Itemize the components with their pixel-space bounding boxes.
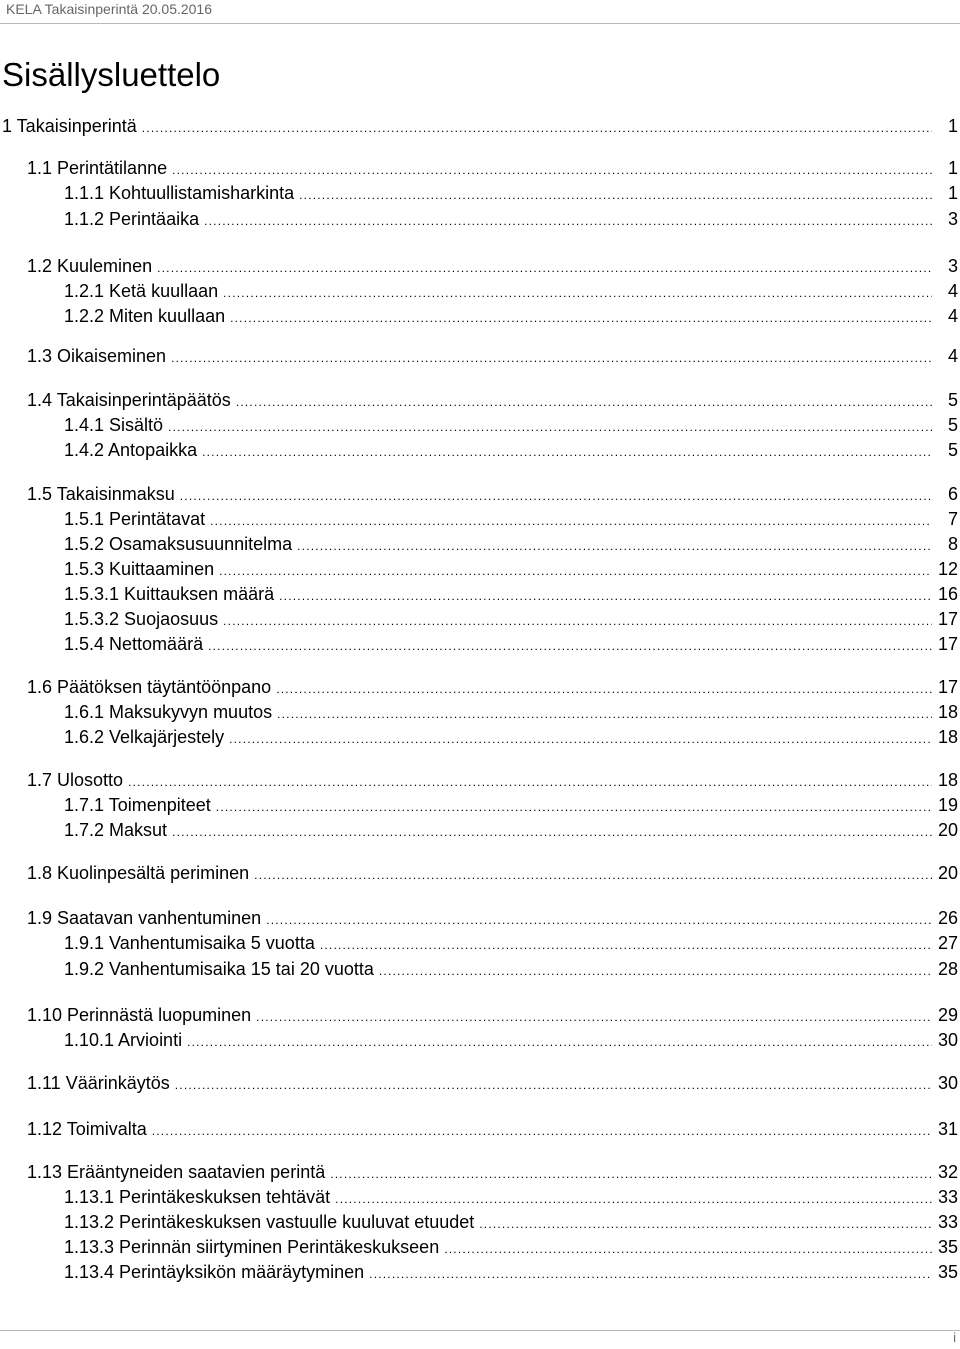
toc-dot-leader <box>142 117 932 139</box>
toc-dot-leader <box>152 1120 932 1142</box>
toc-entry[interactable] <box>64 1029 958 1053</box>
toc-entry-page: 8 <box>947 534 958 554</box>
toc-entry-label: 1.4 Takaisinperintäpäätös <box>27 390 231 410</box>
toc-entry[interactable] <box>64 583 958 607</box>
toc-dot-leader <box>223 282 932 304</box>
toc-dot-leader <box>180 485 932 507</box>
toc-entry-label: 1.11 Väärinkäytös <box>27 1073 170 1093</box>
toc-entry[interactable] <box>64 1186 958 1210</box>
toc-dot-leader <box>299 184 932 206</box>
toc-entry-page: 17 <box>937 634 958 654</box>
toc-entry[interactable] <box>27 769 958 793</box>
toc-entry-label: 1.13 Erääntyneiden saatavien perintä <box>27 1162 326 1182</box>
toc-dot-leader <box>172 159 932 181</box>
toc-entry[interactable] <box>64 1236 958 1260</box>
toc-entry-label: 1.7.2 Maksut <box>64 820 168 840</box>
toc-entry[interactable] <box>64 558 958 582</box>
toc-entry[interactable] <box>64 182 958 206</box>
toc-entry-label: 1.1 Perintätilanne <box>27 158 168 178</box>
toc-dot-leader <box>379 960 932 982</box>
toc-entry[interactable] <box>64 508 958 532</box>
toc-entry[interactable] <box>64 794 958 818</box>
toc-entry-page: 12 <box>937 559 958 579</box>
toc-entry-label: 1.13.1 Perintäkeskuksen tehtävät <box>64 1187 331 1207</box>
toc-entry-page: 27 <box>937 933 958 953</box>
toc-entry-label: 1.6.1 Maksukyvyn muutos <box>64 702 273 722</box>
toc-dot-leader <box>276 678 932 700</box>
toc-entry-label: 1.9.1 Vanhentumisaika 5 vuotta <box>64 933 315 953</box>
toc-entry-label: 1.6.2 Velkajärjestely <box>64 727 225 747</box>
toc-dot-leader <box>444 1238 932 1260</box>
toc-entry[interactable] <box>64 533 958 557</box>
toc-dot-leader <box>208 635 932 657</box>
toc-entry-label: 1.3 Oikaiseminen <box>27 346 167 366</box>
toc-entry-page: 16 <box>937 584 958 604</box>
toc-entry-label: 1.6 Päätöksen täytäntöönpano <box>27 677 272 697</box>
toc-dot-leader <box>297 535 932 557</box>
toc-entry-label: 1.9.2 Vanhentumisaika 15 tai 20 vuotta <box>64 959 374 979</box>
toc-dot-leader <box>187 1031 932 1053</box>
toc-entry[interactable] <box>64 932 958 956</box>
toc-entry-page: 7 <box>947 509 958 529</box>
toc-dot-leader <box>266 909 932 931</box>
toc-entry[interactable] <box>27 1161 958 1185</box>
toc-entry-page: 26 <box>937 908 958 928</box>
toc-dot-leader <box>216 796 932 818</box>
toc-entry-page: 4 <box>947 306 958 326</box>
toc-dot-leader <box>230 307 932 329</box>
toc-entry-label: 1.9 Saatavan vanhentuminen <box>27 908 262 928</box>
toc-entry[interactable] <box>64 608 958 632</box>
toc-entry-label: 1.7.1 Toimenpiteet <box>64 795 211 815</box>
toc-entry-page: 19 <box>937 795 958 815</box>
toc-entry-page: 32 <box>937 1162 958 1182</box>
toc-entry-page: 17 <box>937 677 958 697</box>
toc-entry-page: 29 <box>937 1005 958 1025</box>
toc-entry-label: 1.2.1 Ketä kuullaan <box>64 281 219 301</box>
toc-entry[interactable] <box>2 115 958 139</box>
toc-entry-page: 3 <box>947 209 958 229</box>
toc-entry-page: 31 <box>937 1119 958 1139</box>
toc-entry-label: 1.4.2 Antopaikka <box>64 440 198 460</box>
page-title: Sisällysluettelo <box>2 56 221 93</box>
running-header: KELA Takaisinperintä 20.05.2016 <box>6 1 213 17</box>
toc-entry[interactable] <box>64 726 958 750</box>
toc-dot-leader <box>256 1006 932 1028</box>
toc-dot-leader <box>204 210 932 232</box>
toc-entry-page: 5 <box>947 415 958 435</box>
toc-entry[interactable] <box>64 1261 958 1285</box>
toc-entry-label: 1.5.2 Osamaksusuunnitelma <box>64 534 293 554</box>
toc-entry-label: 1.1.1 Kohtuullistamisharkinta <box>64 183 295 203</box>
toc-entry[interactable] <box>27 1072 958 1096</box>
toc-entry[interactable] <box>64 280 958 304</box>
toc-entry-page: 1 <box>947 158 958 178</box>
toc-entry-label: 1.13.2 Perintäkeskuksen vastuulle kuuluvat etuudet <box>64 1212 475 1232</box>
toc-entry[interactable] <box>27 1118 958 1142</box>
toc-entry-label: 1.5.3.1 Kuittauksen määrä <box>64 584 275 604</box>
toc-entry-page: 17 <box>937 609 958 629</box>
toc-dot-leader <box>335 1188 932 1210</box>
toc-entry-page: 4 <box>947 281 958 301</box>
toc-entry-page: 35 <box>937 1237 958 1257</box>
toc-entry-page: 35 <box>937 1262 958 1282</box>
toc-entry[interactable] <box>64 414 958 438</box>
toc-entry-label: 1.7 Ulosotto <box>27 770 124 790</box>
toc-entry[interactable] <box>27 676 958 700</box>
toc-entry-page: 28 <box>937 959 958 979</box>
toc-entry-page: 3 <box>947 256 958 276</box>
footer-rule <box>0 1330 960 1331</box>
toc-entry[interactable] <box>27 862 958 886</box>
toc-dot-leader <box>172 821 932 843</box>
toc-dot-leader <box>128 771 932 793</box>
toc-entry[interactable] <box>64 305 958 329</box>
toc-entry-page: 18 <box>937 770 958 790</box>
toc-dot-leader <box>171 347 932 369</box>
toc-dot-leader <box>219 560 932 582</box>
footer-page-number: i <box>953 1330 956 1345</box>
toc-entry[interactable] <box>64 208 958 232</box>
toc-dot-leader <box>320 934 932 956</box>
toc-entry-page: 33 <box>937 1187 958 1207</box>
toc-dot-leader <box>277 703 932 725</box>
toc-entry[interactable] <box>27 907 958 931</box>
toc-entry[interactable] <box>64 958 958 982</box>
toc-entry-page: 18 <box>937 727 958 747</box>
toc-entry-page: 18 <box>937 702 958 722</box>
toc-entry-label: 1.5.4 Nettomäärä <box>64 634 204 654</box>
toc-entry[interactable] <box>27 157 958 181</box>
toc-dot-leader <box>279 585 932 607</box>
toc-dot-leader <box>223 610 932 632</box>
toc-entry-label: 1.12 Toimivalta <box>27 1119 147 1139</box>
toc-entry-page: 30 <box>937 1073 958 1093</box>
toc-entry[interactable] <box>27 483 958 507</box>
toc-entry-label: 1.10 Perinnästä luopuminen <box>27 1005 252 1025</box>
toc-entry-label: 1.2.2 Miten kuullaan <box>64 306 226 326</box>
toc-entry-label: 1.5.3.2 Suojaosuus <box>64 609 219 629</box>
toc-entry[interactable] <box>64 439 958 463</box>
toc-entry[interactable] <box>64 1211 958 1235</box>
toc-entry-label: 1.5.1 Perintätavat <box>64 509 206 529</box>
toc-entry-page: 1 <box>947 116 958 136</box>
toc-entry-label: 1.13.4 Perintäyksikön määräytyminen <box>64 1262 365 1282</box>
toc-entry[interactable] <box>64 633 958 657</box>
toc-dot-leader <box>229 728 932 750</box>
toc-entry-label: 1.13.3 Perinnän siirtyminen Perintäkeskukseen <box>64 1237 440 1257</box>
toc-entry-page: 20 <box>937 820 958 840</box>
toc-dot-leader <box>175 1074 932 1096</box>
toc-entry-page: 4 <box>947 346 958 366</box>
toc-dot-leader <box>479 1213 932 1235</box>
toc-entry-label: 1.2 Kuuleminen <box>27 256 153 276</box>
toc-entry[interactable] <box>27 345 958 369</box>
toc-entry-page: 20 <box>937 863 958 883</box>
toc-entry-label: 1 Takaisinperintä <box>2 116 137 136</box>
toc-entry[interactable] <box>27 1004 958 1028</box>
toc-dot-leader <box>202 441 932 463</box>
toc-entry-label: 1.4.1 Sisältö <box>64 415 164 435</box>
toc-entry-label: 1.10.1 Arviointi <box>64 1030 183 1050</box>
toc-dot-leader <box>157 257 932 279</box>
toc-dot-leader <box>236 391 932 413</box>
toc-entry-page: 33 <box>937 1212 958 1232</box>
toc-entry[interactable] <box>64 701 958 725</box>
toc-entry-label: 1.5.3 Kuittaaminen <box>64 559 215 579</box>
toc-entry-label: 1.8 Kuolinpesältä periminen <box>27 863 250 883</box>
toc-dot-leader <box>330 1163 932 1185</box>
toc-entry[interactable] <box>64 819 958 843</box>
toc-dot-leader <box>254 864 932 886</box>
toc-entry-page: 1 <box>947 183 958 203</box>
toc-entry-page: 5 <box>947 390 958 410</box>
toc-entry-page: 6 <box>947 484 958 504</box>
toc-entry-page: 30 <box>937 1030 958 1050</box>
toc-dot-leader <box>210 510 932 532</box>
toc-entry-label: 1.1.2 Perintäaika <box>64 209 200 229</box>
toc-dot-leader <box>168 416 932 438</box>
toc-entry-page: 5 <box>947 440 958 460</box>
toc-entry[interactable] <box>27 389 958 413</box>
toc-entry[interactable] <box>27 255 958 279</box>
toc-entry-label: 1.5 Takaisinmaksu <box>27 484 175 504</box>
header-rule <box>0 23 960 24</box>
toc-dot-leader <box>369 1263 932 1285</box>
